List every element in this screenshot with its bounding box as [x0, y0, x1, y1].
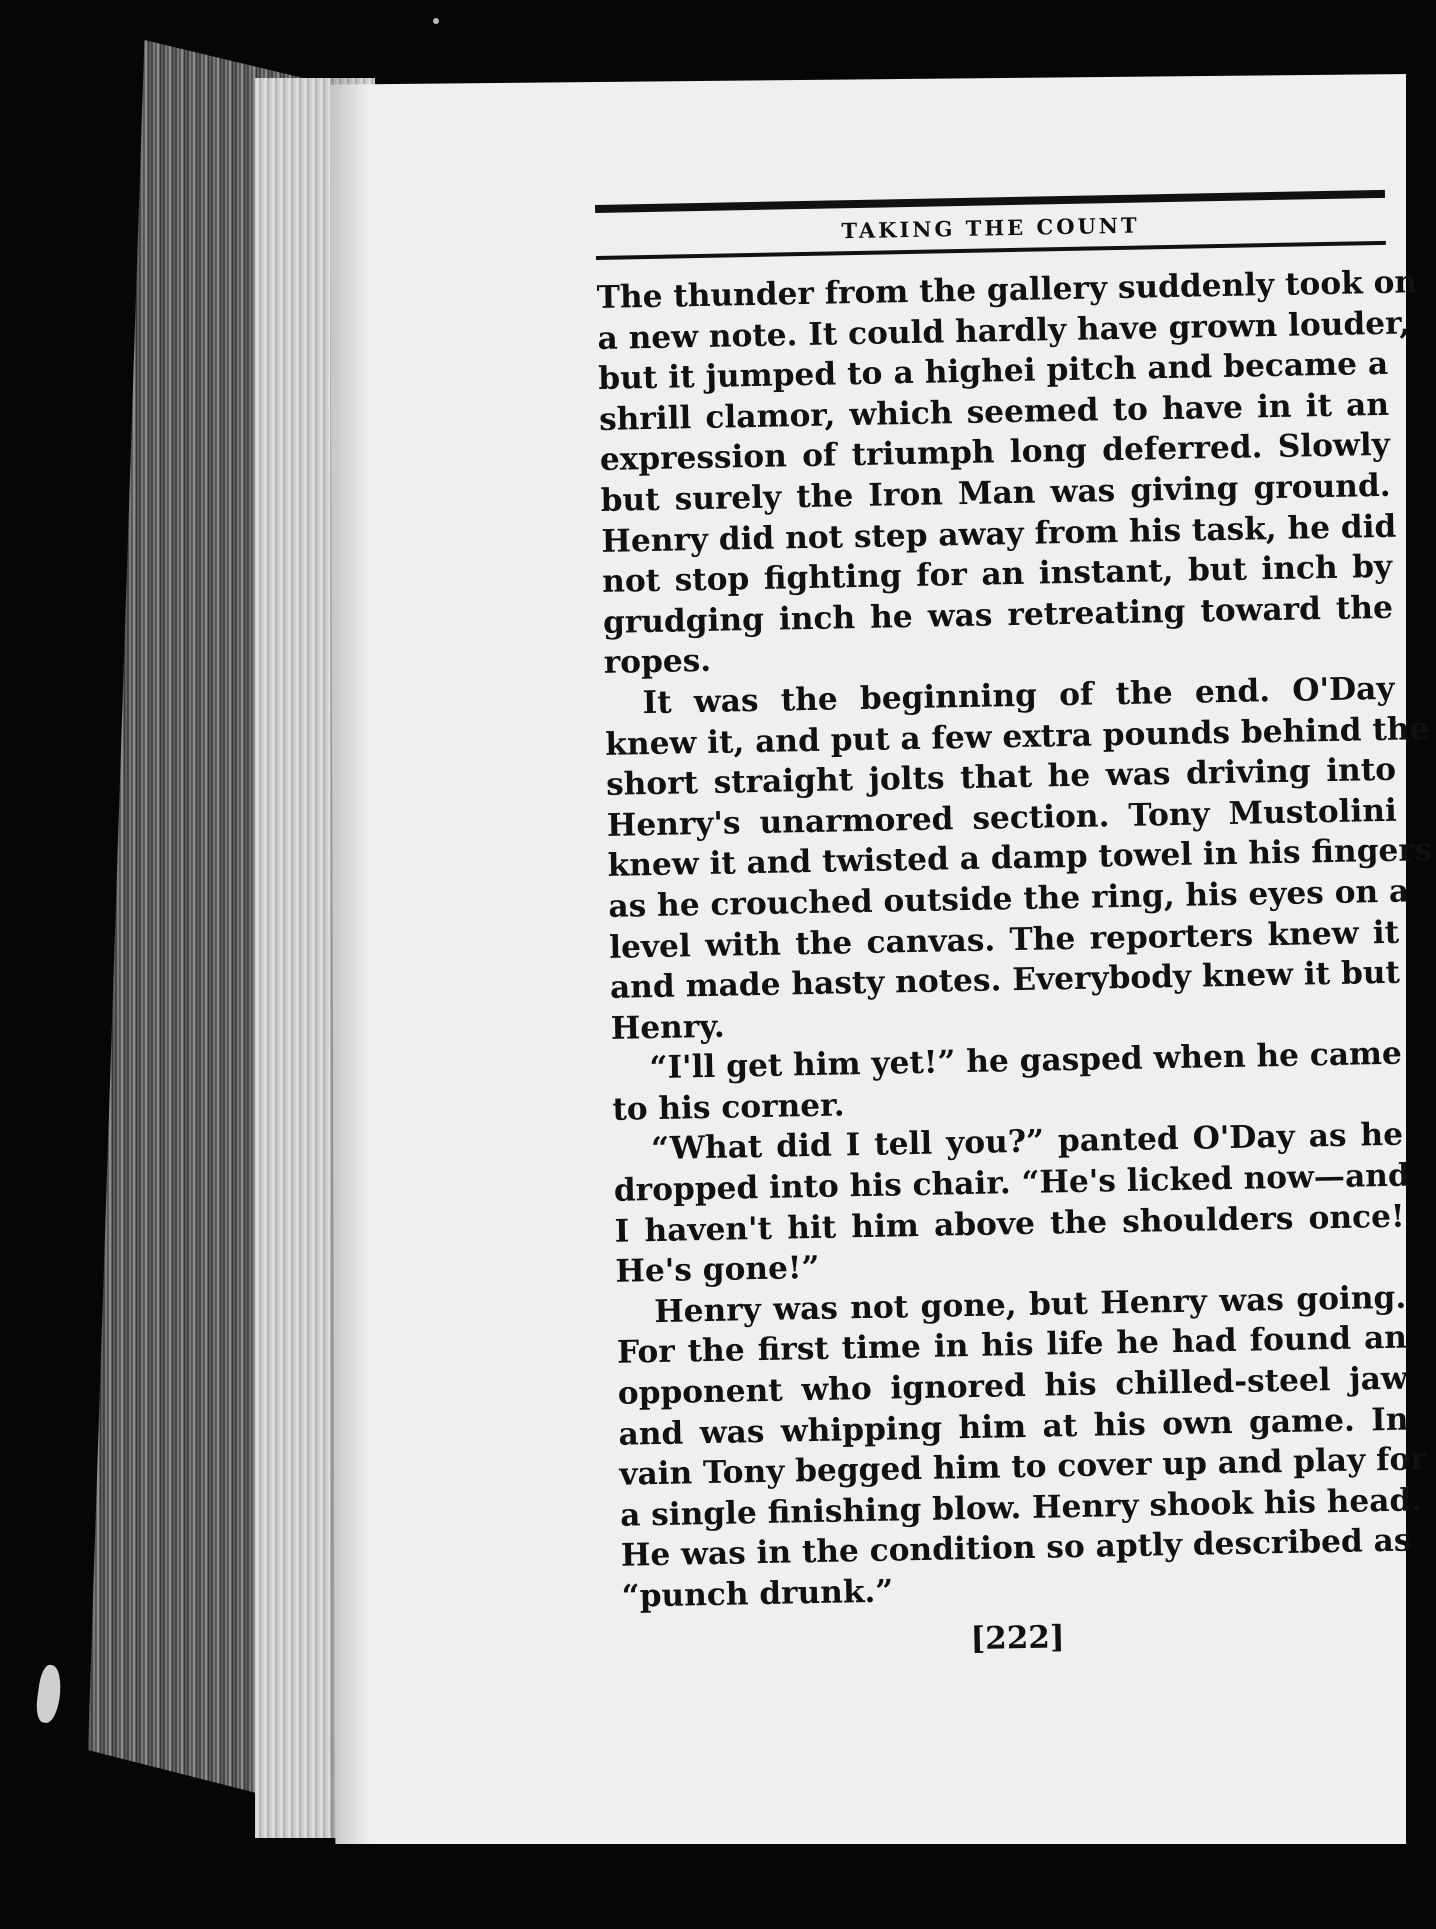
text-line: Henry's unarmored section. Tony Mustolini [606, 792, 1398, 844]
text-line: but it jumped to a highei pitch and became a [597, 345, 1389, 398]
text-line: It was the beginning of the end. O'Day [642, 670, 1395, 722]
text-line: He's gone!” [615, 1250, 820, 1291]
scan-blemish [34, 1664, 64, 1724]
text-line: not stop fighting for an instant, but inch by [601, 548, 1393, 601]
text-line: a new note. It could hardly have grown louder, [597, 304, 1411, 357]
body-text [596, 263, 1433, 1618]
text-line: expression of triumph long deferred. Slowly [599, 427, 1391, 479]
text-line: “What did I tell you?” panted O'Day as he [650, 1117, 1404, 1168]
text-line: grudging inch he was retreating toward the [602, 589, 1394, 641]
text-line: level with the canvas. The reporters knew it [608, 914, 1400, 966]
text-line: “I'll get him yet!” he gasped when he came [649, 1035, 1403, 1087]
text-line: I haven't hit him above the shoulders once! [614, 1198, 1405, 1250]
text-line: shrill clamor, which seemed to have in it an [598, 386, 1390, 438]
text-line: Henry did not step away from his task, he did [601, 508, 1397, 560]
text-line: short straight jolts that he was driving into [605, 751, 1397, 804]
text-line: Henry was not gone, but Henry was going. [653, 1279, 1407, 1330]
text-line: opponent who ignored his chilled-steel jaw [617, 1360, 1409, 1412]
scan-speck [433, 18, 439, 24]
text-line: The thunder from the gallery suddenly took on [596, 264, 1418, 316]
text-line: ropes. [603, 643, 712, 682]
text-line: Henry. [610, 1008, 725, 1047]
text-line: knew it, and put a few extra pounds behind the [605, 710, 1430, 763]
text-line: dropped into his chair. “He's licked now—and [613, 1157, 1411, 1209]
text-line: and made hasty notes. Everybody knew it but [609, 954, 1401, 1006]
text-line: He was in the condition so aptly described as [620, 1522, 1412, 1575]
text-line: knew it and twisted a damp towel in his fingers [607, 832, 1433, 885]
page-text-block [595, 190, 1433, 1664]
text-line: vain Tony begged him to cover up and play for [619, 1441, 1428, 1493]
running-head: TAKING THE COUNT [841, 212, 1140, 244]
page-gutter-shadow [330, 74, 370, 1844]
text-line: as he crouched outside the ring, his eyes on a [608, 873, 1410, 925]
text-line: but surely the Iron Man was giving ground. [600, 467, 1391, 519]
text-line: and was whipping him at his own game. In [618, 1401, 1409, 1453]
page-number: [222] [970, 1618, 1065, 1657]
text-line: to his corner. [612, 1087, 845, 1128]
text-line: a single finishing blow. Henry shook his head. [619, 1482, 1423, 1534]
text-line: For the first time in his life he had found an [616, 1320, 1408, 1372]
text-line: “punch drunk.” [621, 1573, 894, 1615]
